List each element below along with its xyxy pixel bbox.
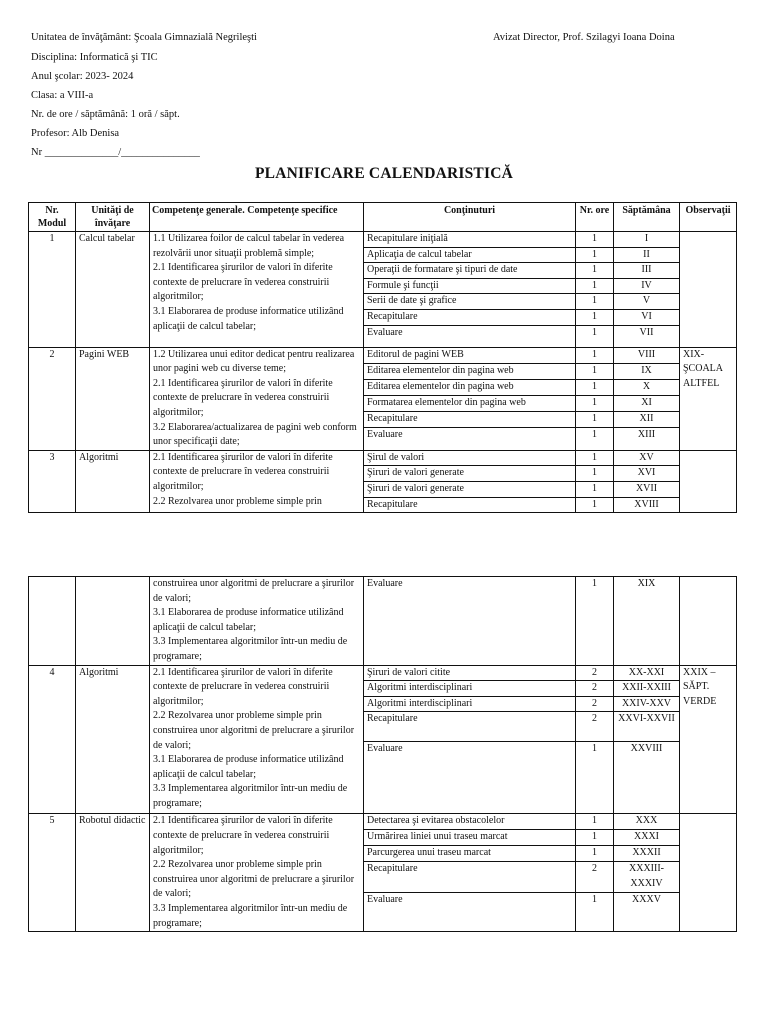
content-cell: Serii de date şi grafice bbox=[364, 294, 576, 310]
class-line: Clasa: a VIII-a bbox=[31, 90, 94, 101]
table-row bbox=[29, 814, 737, 830]
hours-cell: 1 bbox=[576, 411, 614, 427]
planning-table bbox=[28, 202, 737, 513]
competence-item: 3.3 Implementarea algoritmilor într-un mediu de programare; bbox=[153, 636, 348, 662]
hours-cell: 2 bbox=[576, 696, 614, 712]
content-cell: Editorul de pagini WEB bbox=[364, 347, 576, 363]
week-cell: XV bbox=[614, 450, 680, 466]
hours-cell: 1 bbox=[576, 466, 614, 482]
module-number: 3 bbox=[29, 450, 76, 512]
week-cell: VII bbox=[614, 325, 680, 347]
competence-item: 3.2 Elaborarea/actualizarea de pagini web conform unor specificaţii date; bbox=[153, 421, 357, 448]
hours-cell: 1 bbox=[576, 395, 614, 411]
table-header-row bbox=[29, 203, 737, 232]
module-number: 5 bbox=[29, 814, 76, 932]
hours-cell: 1 bbox=[576, 232, 614, 248]
table-row bbox=[29, 232, 737, 248]
table-row bbox=[29, 577, 737, 666]
hours-cell: 1 bbox=[576, 893, 614, 932]
content-cell: Recapitulare bbox=[364, 712, 576, 742]
content-cell: Editarea elementelor din pagina web bbox=[364, 363, 576, 379]
week-cell: XI bbox=[614, 395, 680, 411]
competence-item: 3.1 Elaborarea de produse informatice utilizând aplicaţii de calcul tabelar; bbox=[153, 607, 344, 633]
teacher-line: Profesor: Alb Denisa bbox=[31, 128, 120, 139]
learning-unit: Calcul tabelar bbox=[76, 232, 150, 348]
content-cell: Aplicaţia de calcul tabelar bbox=[364, 247, 576, 263]
content-cell: Evaluare bbox=[364, 325, 576, 347]
content-cell: Parcurgerea unui traseu marcat bbox=[364, 846, 576, 862]
hours-cell: 1 bbox=[576, 450, 614, 466]
hours-cell: 1 bbox=[576, 363, 614, 379]
hours-cell: 1 bbox=[576, 742, 614, 814]
content-cell: Algoritmi interdisciplinari bbox=[364, 681, 576, 697]
hours-cell: 2 bbox=[576, 681, 614, 697]
content-cell: Evaluare bbox=[364, 427, 576, 450]
competence-item: 1.1 Utilizarea foilor de calcul tabelar în vederea rezolvării unor situaţii problemă simple; bbox=[153, 233, 345, 259]
hours-cell: 1 bbox=[576, 497, 614, 513]
content-cell: Formatarea elementelor din pagina web bbox=[364, 395, 576, 411]
week-cell: VI bbox=[614, 309, 680, 325]
week-cell: I bbox=[614, 232, 680, 248]
week-cell: XX-XXI bbox=[614, 665, 680, 681]
column-header-ore: Nr. ore bbox=[576, 203, 614, 232]
content-cell: Editarea elementelor din pagina web bbox=[364, 379, 576, 395]
hours-cell: 1 bbox=[576, 294, 614, 310]
week-cell: XXVIII bbox=[614, 742, 680, 814]
competence-item: 2.2 Rezolvarea unor probleme simple prin construirea unor algoritmi de prelucrare a şirurilor de valori; bbox=[153, 710, 355, 751]
content-cell: Şiruri de valori generate bbox=[364, 481, 576, 497]
director-approval: Avizat Director, Prof. Szilagyi Ioana Doina bbox=[493, 32, 675, 43]
content-cell: Recapitulare bbox=[364, 862, 576, 893]
learning-unit bbox=[76, 577, 150, 666]
module-number: 1 bbox=[29, 232, 76, 348]
observations-cell bbox=[680, 232, 737, 348]
learning-unit: Algoritmi bbox=[76, 450, 150, 512]
competences-cell bbox=[150, 814, 364, 932]
observations-cell bbox=[680, 814, 737, 932]
table-row bbox=[29, 347, 737, 363]
week-cell: XIX bbox=[614, 577, 680, 666]
content-cell: Operaţii de formatare şi tipuri de date bbox=[364, 263, 576, 279]
learning-unit: Robotul didactic bbox=[76, 814, 150, 932]
competences-cell bbox=[150, 232, 364, 348]
content-cell: Şiruri de valori generate bbox=[364, 466, 576, 482]
table-row bbox=[29, 665, 737, 681]
hours-cell: 1 bbox=[576, 427, 614, 450]
week-cell: IX bbox=[614, 363, 680, 379]
learning-unit: Pagini WEB bbox=[76, 347, 150, 450]
content-cell: Evaluare bbox=[364, 893, 576, 932]
competence-item: 3.3 Implementarea algoritmilor într-un mediu de programare; bbox=[153, 783, 348, 809]
column-header-modul: Nr. Modul bbox=[29, 203, 76, 232]
content-cell: Detectarea şi evitarea obstacolelor bbox=[364, 814, 576, 830]
competences-cell bbox=[150, 347, 364, 450]
content-cell: Şiruri de valori citite bbox=[364, 665, 576, 681]
week-cell: XVIII bbox=[614, 497, 680, 513]
week-cell: XXII-XXIII bbox=[614, 681, 680, 697]
content-cell: Şirul de valori bbox=[364, 450, 576, 466]
observations-cell bbox=[680, 450, 737, 512]
content-cell: Evaluare bbox=[364, 577, 576, 666]
competence-item: 2.1 Identificarea şirurilor de valori în diferite contexte de prelucrare în vederea construirii algoritmilor; bbox=[153, 262, 333, 303]
competence-item: 2.1 Identificarea şirurilor de valori în diferite contexte de prelucrare în vederea construirii algoritmilor; bbox=[153, 451, 333, 492]
discipline-line: Disciplina: Informatică şi TIC bbox=[31, 52, 158, 63]
competence-item: 2.1 Identificarea şirurilor de valori în diferite contexte de prelucrare în vederea construirii algoritmilor; bbox=[153, 815, 333, 856]
module-number bbox=[29, 577, 76, 666]
weekly-hours-line: Nr. de ore / săptămână: 1 oră / săpt. bbox=[31, 109, 180, 120]
week-cell: XVI bbox=[614, 466, 680, 482]
week-cell: X bbox=[614, 379, 680, 395]
observations-cell bbox=[680, 577, 737, 666]
content-cell: Algoritmi interdisciplinari bbox=[364, 696, 576, 712]
competence-item: 2.2 Rezolvarea unor probleme simple prin construirea unor algoritmi de prelucrare a şirurilor de valori; bbox=[153, 859, 355, 900]
hours-cell: 1 bbox=[576, 481, 614, 497]
hours-cell: 1 bbox=[576, 325, 614, 347]
school-line: Unitatea de învăţământ: Şcoala Gimnazială Negrileşti bbox=[31, 32, 257, 43]
week-cell: XVII bbox=[614, 481, 680, 497]
week-cell: XII bbox=[614, 411, 680, 427]
hours-cell: 1 bbox=[576, 379, 614, 395]
competences-cell bbox=[150, 450, 364, 512]
competence-item: 2.1 Identificarea şirurilor de valori în diferite contexte de prelucrare în vederea construirii algoritmilor; bbox=[153, 666, 333, 707]
hours-cell: 2 bbox=[576, 862, 614, 893]
competence-item: 3.3 Implementarea algoritmilor într-un mediu de programare; bbox=[153, 902, 348, 929]
hours-cell: 2 bbox=[576, 712, 614, 742]
observations-cell: XIX- ŞCOALA ALTFEL bbox=[680, 347, 737, 450]
week-cell: XXXIII-XXXIV bbox=[614, 862, 680, 893]
competences-cell bbox=[150, 577, 364, 666]
column-header-competente: Competenţe generale. Competenţe specifice bbox=[150, 203, 364, 232]
content-cell: Recapitulare bbox=[364, 309, 576, 325]
module-number: 4 bbox=[29, 665, 76, 814]
column-header-observatii: Observaţii bbox=[680, 203, 737, 232]
content-cell: Recapitulare bbox=[364, 497, 576, 513]
week-cell: II bbox=[614, 247, 680, 263]
column-header-saptamana: Săptămâna bbox=[614, 203, 680, 232]
week-cell: XIII bbox=[614, 427, 680, 450]
week-cell: III bbox=[614, 263, 680, 279]
content-cell: Recapitulare iniţială bbox=[364, 232, 576, 248]
hours-cell: 1 bbox=[576, 247, 614, 263]
hours-cell: 2 bbox=[576, 665, 614, 681]
competence-item: 2.1 Identificarea şirurilor de valori în diferite contexte de prelucrare în vederea construirii algoritmilor; bbox=[153, 377, 333, 418]
table-row bbox=[29, 450, 737, 466]
hours-cell: 1 bbox=[576, 309, 614, 325]
content-cell: Formule şi funcţii bbox=[364, 278, 576, 294]
observations-cell: XXIX – SĂPT. VERDE bbox=[680, 665, 737, 814]
week-cell: XXXV bbox=[614, 893, 680, 932]
planning-table-continued bbox=[28, 576, 737, 932]
hours-cell: 1 bbox=[576, 347, 614, 363]
competence-item: 1.2 Utilizarea unui editor dedicat pentru realizarea unor pagini web cu diverse teme; bbox=[153, 348, 355, 375]
week-cell: XXVI-XXVII bbox=[614, 712, 680, 742]
hours-cell: 1 bbox=[576, 263, 614, 279]
competence-item: 3.1 Elaborarea de produse informatice utilizând aplicaţii de calcul tabelar; bbox=[153, 305, 344, 332]
content-cell: Evaluare bbox=[364, 742, 576, 814]
competence-item: 3.1 Elaborarea de produse informatice utilizând aplicaţii de calcul tabelar; bbox=[153, 754, 344, 780]
school-year-line: Anul şcolar: 2023- 2024 bbox=[31, 71, 134, 82]
week-cell: IV bbox=[614, 278, 680, 294]
week-cell: VIII bbox=[614, 347, 680, 363]
week-cell: XXIV-XXV bbox=[614, 696, 680, 712]
hours-cell: 1 bbox=[576, 846, 614, 862]
column-header-unitati: Unităţi de învăţare bbox=[76, 203, 150, 232]
registration-number-line: Nr ______________/_______________ bbox=[31, 147, 200, 158]
document-title: PLANIFICARE CALENDARISTICĂ bbox=[255, 165, 513, 182]
learning-unit: Algoritmi bbox=[76, 665, 150, 814]
competence-item: construirea unor algoritmi de prelucrare a şirurilor de valori; bbox=[153, 578, 355, 604]
week-cell: V bbox=[614, 294, 680, 310]
hours-cell: 1 bbox=[576, 814, 614, 830]
competences-cell bbox=[150, 665, 364, 814]
module-number: 2 bbox=[29, 347, 76, 450]
week-cell: XXXI bbox=[614, 830, 680, 846]
hours-cell: 1 bbox=[576, 278, 614, 294]
competence-item: 2.2 Rezolvarea unor probleme simple prin bbox=[153, 495, 322, 507]
content-cell: Urmărirea liniei unui traseu marcat bbox=[364, 830, 576, 846]
hours-cell: 1 bbox=[576, 830, 614, 846]
week-cell: XXXII bbox=[614, 846, 680, 862]
content-cell: Recapitulare bbox=[364, 411, 576, 427]
week-cell: XXX bbox=[614, 814, 680, 830]
hours-cell: 1 bbox=[576, 577, 614, 666]
column-header-continuturi: Conţinuturi bbox=[364, 203, 576, 232]
